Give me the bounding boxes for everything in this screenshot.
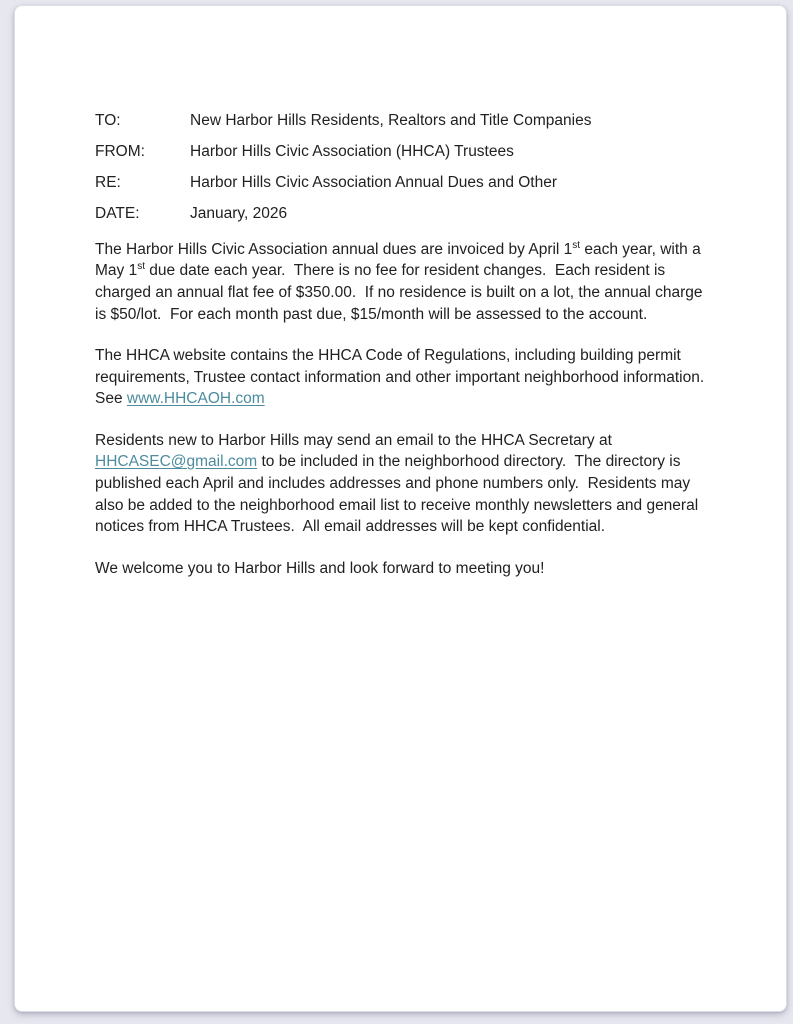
- memo-field-value-from: Harbor Hills Civic Association (HHCA) Trustees: [190, 143, 514, 160]
- memo-row-date: [95, 203, 706, 225]
- memo-row-to: [95, 110, 706, 132]
- memo-field-value-re: Harbor Hills Civic Association Annual Dues and Other: [190, 174, 558, 191]
- paragraph-directory: [95, 430, 706, 539]
- memo-field-value-date: January, 2026: [190, 205, 288, 222]
- memo-field-label-to: TO:: [95, 112, 121, 129]
- memo-content: [15, 6, 786, 579]
- paragraph-website: [95, 345, 709, 410]
- memo-row-from: [95, 141, 706, 163]
- closing-line: [95, 558, 706, 580]
- memo-field-label-re: RE:: [95, 174, 121, 191]
- memo-row-re: [95, 172, 706, 194]
- text-run: Residents new to Harbor Hills may send an email to the HHCA Secretary at: [95, 431, 617, 449]
- secretary-email-link[interactable]: HHCASEC@gmail.com: [95, 453, 258, 471]
- paragraph-dues: [95, 239, 706, 326]
- memo-header: [95, 110, 706, 225]
- website-link[interactable]: www.HHCAOH.com: [126, 390, 265, 408]
- memo-field-label-date: DATE:: [95, 205, 140, 222]
- ordinal-superscript: st: [137, 261, 145, 273]
- text-run: each year, with a May 1: [95, 240, 706, 280]
- memo-page: [14, 5, 787, 1012]
- text-run: We welcome you to Harbor Hills and look forward to meeting you!: [95, 559, 545, 577]
- text-run: due date each year. There is no fee for resident changes. Each resident is charged an annual flat fee of $350.00. If no residence is built on a lot, the annual charge is $50/lot. For each month past due, $15/month will be assessed to the account.: [95, 262, 707, 323]
- text-run: The Harbor Hills Civic Association annual dues are invoiced by April 1: [95, 240, 573, 258]
- text-run: to be included in the neighborhood directory. The directory is published each April and includes addresses and phone numbers only. Residents may also be added to the neighborhood email list to receive monthly newsletters and general notices from HHCA Trustees. All email addresses will be kept confidential.: [95, 453, 703, 536]
- text-run: The HHCA website contains the HHCA Code of Regulations, including building permit requirements, Trustee contact information and other important neighborhood information. See: [95, 347, 709, 408]
- ordinal-superscript: st: [572, 239, 581, 251]
- memo-field-label-from: FROM:: [95, 143, 145, 160]
- memo-field-value-to: New Harbor Hills Residents, Realtors and Title Companies: [190, 112, 592, 129]
